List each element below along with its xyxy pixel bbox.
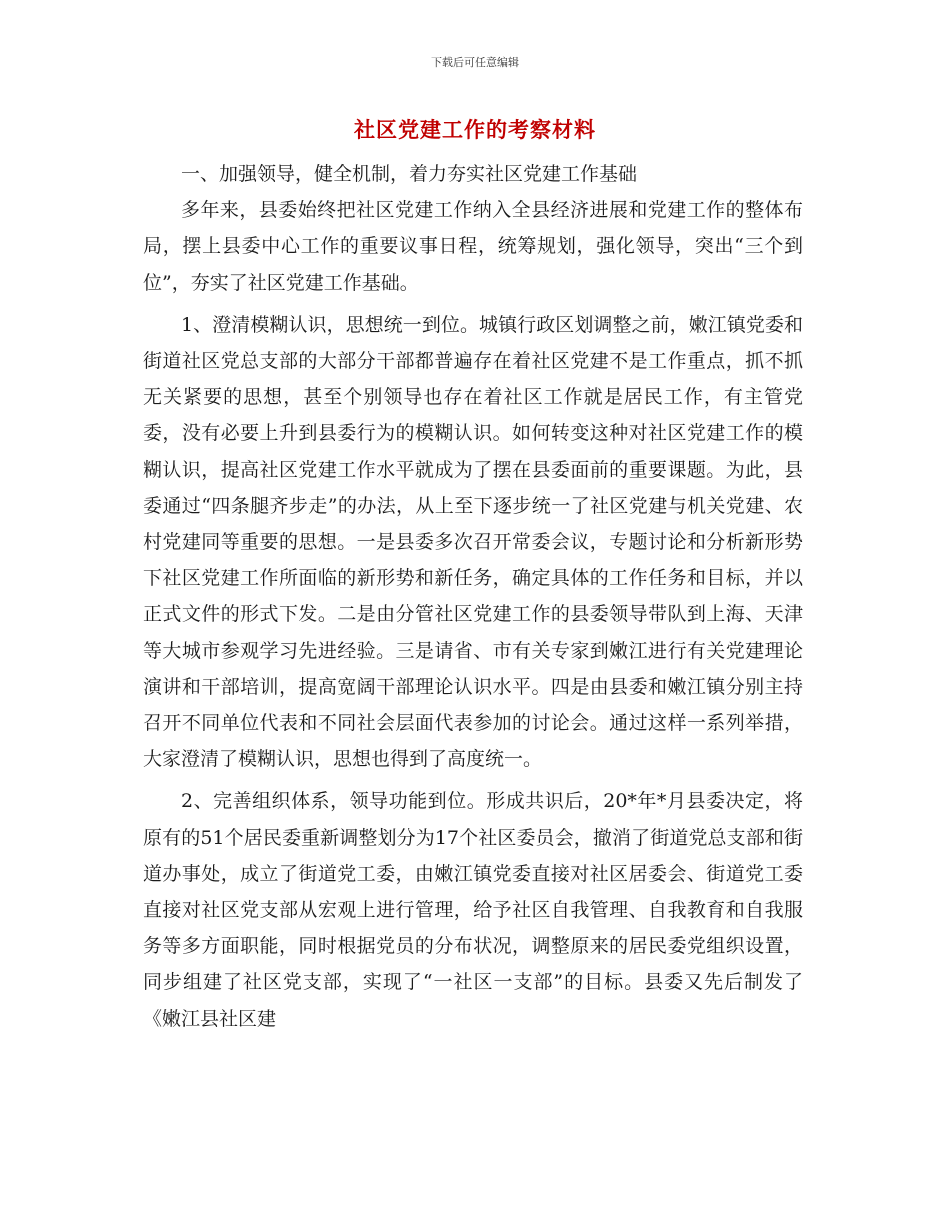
- document-body: [143, 156, 803, 1037]
- document-title: 社区党建工作的考察材料: [354, 118, 596, 142]
- paragraph-point-2: 2、完善组织体系，领导功能到位。形成共识后，20*年*月县委决定，将原有的51个居民委重新调整划分为17个社区委员会，撤消了街道党总支部和街道办事处，成立了街道党工委，由嫩江镇党委直接对社区居委会、街道党工委直接对社区党支部从宏观上进行管理，给予社区自我管理、自我教育和自我服务等多方面职能，同时根据党员的分布状况，调整原来的居民委党组织设置，同步组建了社区党支部，实现了“一社区一支部”的目标。县委又先后制发了《嫩江县社区建: [143, 790, 803, 1030]
- section-heading: 一、加强领导，健全机制，着力夯实社区党建工作基础: [181, 163, 638, 185]
- page-header: 下载后可任意编辑: [431, 56, 519, 69]
- paragraph-overview: 多年来，县委始终把社区党建工作纳入全县经济进展和党建工作的整体布局，摆上县委中心工作的重要议事日程，统筹规划，强化领导，突出“三个到位”，夯实了社区党建工作基础。: [143, 199, 803, 294]
- paragraph-point-1: 1、澄清模糊认识，思想统一到位。城镇行政区划调整之前，嫩江镇党委和街道社区党总支部的大部分干部都普遍存在着社区党建不是工作重点，抓不抓无关紧要的思想，甚至个别领导也存在着社区工作就是居民工作，有主管党委，没有必要上升到县委行为的模糊认识。如何转变这种对社区党建工作的模糊认识，提高社区党建工作水平就成为了摆在县委面前的重要课题。为此，县委通过“四条腿齐步走”的办法，从上至下逐步统一了社区党建与机关党建、农村党建同等重要的思想。一是县委多次召开常委会议，专题讨论和分析新形势下社区党建工作所面临的新形势和新任务，确定具体的工作任务和目标，并以正式文件的形式下发。二是由分管社区党建工作的县委领导带队到上海、天津等大城市参观学习先进经验。三是请省、市有关专家到嫩江进行有关党建理论演讲和干部培训，提高宽阔干部理论认识水平。四是由县委和嫩江镇分别主持召开不同单位代表和不同社会层面代表参加的讨论会。通过这样一系列举措，大家澄清了模糊认识，思想也得到了高度统一。: [143, 313, 803, 771]
